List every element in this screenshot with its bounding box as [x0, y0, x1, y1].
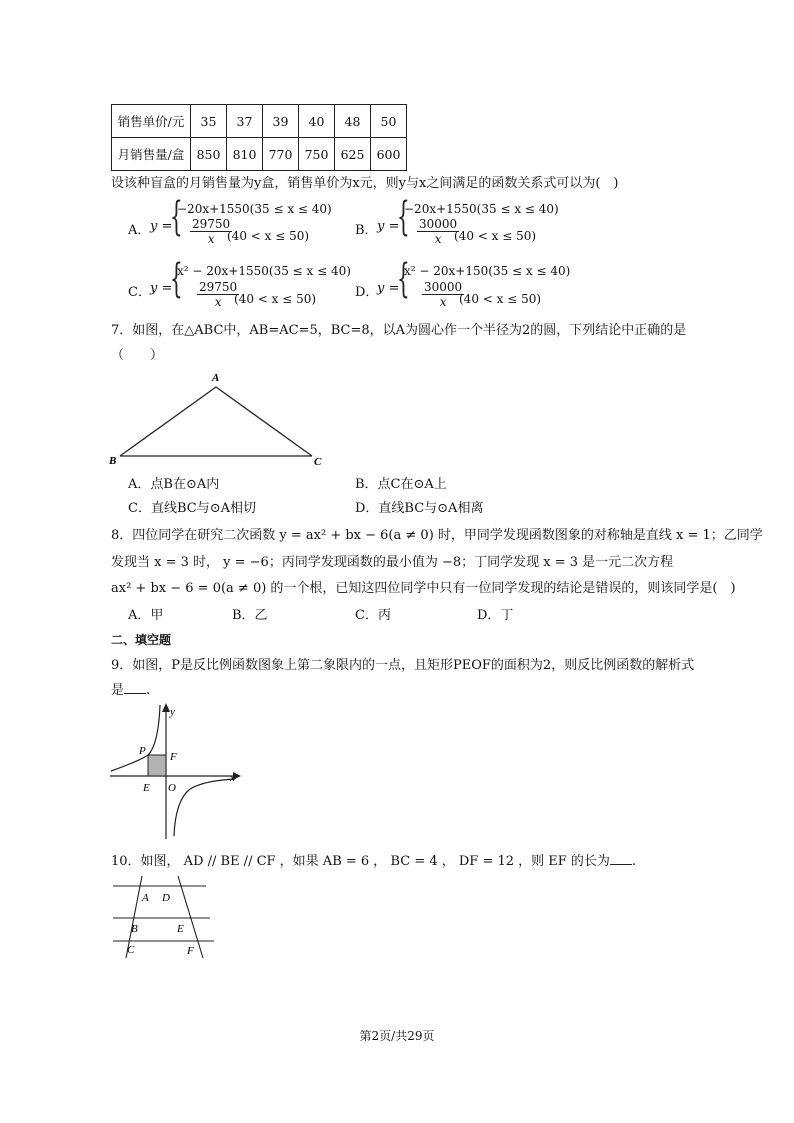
- q6-option-b-case1: −20x+1550(35 ≤ x ≤ 40): [404, 202, 559, 216]
- q7-paren: （ ）: [111, 348, 164, 363]
- q6-stem: 设该种盲盒的月销售量为y盒，销售单价为x元，则y与x之间满足的函数关系式可以为( ): [111, 176, 619, 191]
- q6-option-d-fraction: [422, 280, 464, 309]
- answer-blank: [610, 852, 632, 865]
- triangle-sides: [120, 387, 312, 456]
- axis-label-x: x: [230, 772, 235, 784]
- point-label-o: O: [168, 782, 176, 794]
- q7-stem: 7．如图，在△ABC中，AB=AC=5，BC=8，以A为圆心作一个半径为2的圆，下列结论中正确的是: [111, 323, 687, 338]
- page-number-footer: 第2页/共29页: [359, 1029, 435, 1043]
- table-cell: 850: [191, 138, 227, 171]
- brace-icon: {: [397, 256, 410, 302]
- q8-option-b: B．乙: [232, 608, 268, 623]
- q6-option-a-case2: (40 < x ≤ 50): [227, 229, 310, 243]
- brace-icon: {: [170, 256, 183, 302]
- q8-line2: 发现当 x = 3 时， y = −6；丙同学发现函数的最小值为 −8；丁同学发现 x = 3 是一元二次方程: [111, 555, 674, 570]
- q6-option-b-case2: (40 < x ≤ 50): [454, 229, 537, 243]
- fraction-numerator: 30000: [424, 280, 463, 294]
- table-cell: 35: [191, 105, 227, 138]
- table-cell: 625: [335, 138, 371, 171]
- q6-option-d-case1: x² − 20x+150(35 ≤ x ≤ 40): [404, 264, 571, 278]
- q6-option-a-case1: −20x+1550(35 ≤ x ≤ 40): [177, 202, 332, 216]
- vertex-label-a: A: [212, 372, 220, 384]
- q9-line2-text: 是: [111, 683, 125, 698]
- q8-option-c: C．丙: [355, 608, 391, 623]
- table-cell: 600: [371, 138, 407, 171]
- q7-option-b: B．点C在⊙A上: [355, 477, 447, 492]
- section-heading: 二、填空题: [111, 633, 172, 647]
- y-axis-arrow-icon: [162, 703, 170, 712]
- table-cell: 770: [263, 138, 299, 171]
- q7-option-d: D．直线BC与⊙A相离: [355, 501, 484, 516]
- axis-label-y: y: [170, 706, 175, 718]
- vertex-label-c: C: [314, 456, 322, 468]
- answer-blank: [124, 681, 146, 694]
- table-cell: 810: [227, 138, 263, 171]
- q6-option-c-y: y =: [150, 281, 173, 296]
- brace-icon: {: [397, 194, 410, 240]
- point-label-c: C: [127, 944, 135, 956]
- q10-stem: 10．如图， AD // BE // CF ，如果 AB = 6 ， BC = 4 ， DF = 12 ，则 EF 的长为: [111, 854, 610, 869]
- fraction-denominator: x: [207, 232, 215, 246]
- fraction-denominator: x: [434, 232, 442, 246]
- q10-parallel-lines-figure: [110, 872, 220, 960]
- table-cell: 48: [335, 105, 371, 138]
- q6-option-b-y: y =: [377, 219, 400, 234]
- point-label-p: P: [139, 745, 146, 757]
- table-row: [112, 105, 407, 138]
- q6-option-a-y: y =: [150, 219, 173, 234]
- vertex-label-b: B: [109, 455, 117, 467]
- q6-option-d-y: y =: [377, 281, 400, 296]
- table-header-cell: 销售单价/元: [112, 105, 191, 138]
- q8-line3: ax² + bx − 6 = 0(a ≠ 0) 的一个根，已知这四位同学中只有一位同学发现的结论是错误的，则该同学是( ): [111, 581, 736, 596]
- fraction-denominator: x: [214, 295, 222, 309]
- point-label-a: A: [142, 892, 149, 904]
- q9-hyperbola-figure: [105, 700, 245, 842]
- table-cell: 50: [371, 105, 407, 138]
- q6-option-c-case2: (40 < x ≤ 50): [234, 292, 317, 306]
- point-label-e: E: [177, 923, 184, 935]
- q10-end: .: [631, 854, 637, 869]
- q8-option-d: D．丁: [477, 608, 514, 623]
- table-cell: 40: [299, 105, 335, 138]
- point-label-f: F: [187, 945, 194, 957]
- q8-option-a: A．甲: [128, 608, 164, 623]
- q7-triangle-figure: [105, 368, 335, 468]
- q6-option-c-label: C．: [128, 285, 151, 300]
- q6-option-c-fraction: [197, 280, 239, 309]
- q9-line1: 9．如图，P是反比例函数图象上第二象限内的一点，且矩形PEOF的面积为2，则反比例函数的解析式: [111, 658, 695, 673]
- q6-option-c-case1: x² − 20x+1550(35 ≤ x ≤ 40): [177, 264, 351, 278]
- table-cell: 39: [263, 105, 299, 138]
- fraction-denominator: x: [439, 295, 447, 309]
- q10-text: [111, 852, 636, 870]
- q6-option-b-label: B．: [355, 223, 378, 238]
- fraction-numerator: 30000: [419, 217, 458, 231]
- table-cell: 37: [227, 105, 263, 138]
- q7-option-c: C．直线BC与⊙A相切: [128, 501, 256, 516]
- point-label-b: B: [131, 923, 138, 935]
- q6-option-d-label: D．: [355, 285, 379, 300]
- point-label-d: D: [162, 892, 170, 904]
- point-label-f: F: [170, 751, 177, 763]
- hyperbola-branch-4th-quadrant: [174, 779, 235, 836]
- q6-option-a-label: A．: [128, 223, 151, 238]
- sales-table: [111, 104, 407, 171]
- table-cell: 750: [299, 138, 335, 171]
- table-header-cell: 月销售量/盒: [112, 138, 191, 171]
- q7-option-a: A．点B在⊙A内: [128, 477, 220, 492]
- q9-line2: [111, 681, 150, 699]
- point-label-e: E: [143, 782, 150, 794]
- brace-icon: {: [170, 194, 183, 240]
- q6-option-b-fraction: [417, 217, 459, 246]
- rectangle-peof: [148, 755, 166, 776]
- q6-option-d-case2: (40 < x ≤ 50): [459, 292, 542, 306]
- table-row: [112, 138, 407, 171]
- q6-option-a-fraction: [190, 217, 232, 246]
- q9-line2-end: .: [146, 683, 151, 698]
- q8-line1: 8．四位同学在研究二次函数 y = ax² + bx − 6(a ≠ 0) 时，甲同学发现函数图象的对称轴是直线 x = 1；乙同学: [111, 528, 763, 543]
- fraction-numerator: 29750: [199, 280, 238, 294]
- fraction-numerator: 29750: [192, 217, 231, 231]
